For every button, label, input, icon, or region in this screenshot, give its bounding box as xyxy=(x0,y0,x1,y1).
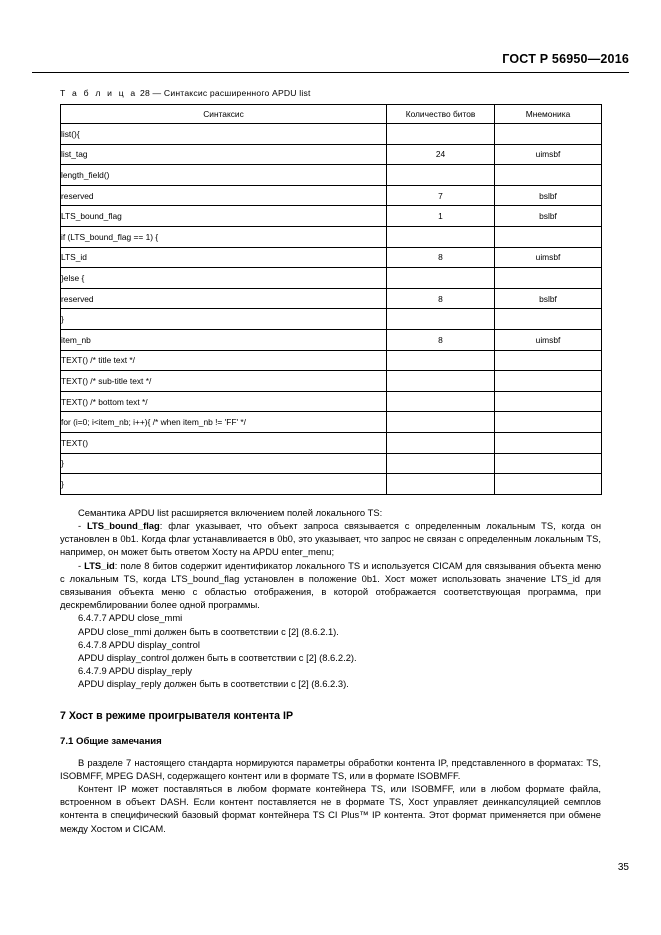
cell-mnemonic xyxy=(495,268,602,289)
cell-mnemonic xyxy=(495,165,602,186)
cell-bits xyxy=(387,226,495,247)
table-caption-rest: 28 — Синтаксис расширенного APDU list xyxy=(140,88,311,98)
table-row xyxy=(61,412,602,433)
header-divider xyxy=(32,72,629,73)
cell-bits xyxy=(387,432,495,453)
table-row xyxy=(61,391,602,412)
cell-bits xyxy=(387,474,495,495)
cell-syntax: list_tag xyxy=(61,144,387,165)
cell-bits xyxy=(387,412,495,433)
table-caption xyxy=(60,88,601,98)
cell-mnemonic xyxy=(495,309,602,330)
table-row xyxy=(61,226,602,247)
cell-mnemonic xyxy=(495,391,602,412)
cell-bits xyxy=(387,350,495,371)
subsection-6-4-7-9-title: 6.4.7.9 APDU display_reply xyxy=(78,665,193,677)
cell-syntax: reserved xyxy=(61,185,387,206)
cell-bits xyxy=(387,371,495,392)
cell-syntax: }else { xyxy=(61,268,387,289)
table-caption-prefix: Т а б л и ц а xyxy=(60,88,138,98)
apdu-list-syntax-table xyxy=(60,104,602,495)
cell-bits: 8 xyxy=(387,329,495,350)
subsection-6-4-7-7-text: APDU close_mmi должен быть в соответствии с [2] (8.6.2.1). xyxy=(78,625,339,637)
table-row xyxy=(61,474,602,495)
dash-marker: - xyxy=(78,519,87,531)
cell-bits: 8 xyxy=(387,247,495,268)
cell-mnemonic: bslbf xyxy=(495,185,602,206)
section-heading-7: 7 Хост в режиме проигрывателя контента IP xyxy=(60,709,294,722)
paragraph-ip-container: Контент IP может поставляться в любом формате контейнера TS, или ISOBMFF, или в любом формате файла, встроенном в объект DASH. Если контент поставляется не в формате TS, Хост управляет деинкапсуляцией семплов контента в специфический базовый формат контейнера TS CI Plus™ IP контента. Этот формат применяется при обмене между Хостом и CICAM. xyxy=(60,782,601,834)
table-row xyxy=(61,185,602,206)
paragraph-ip-formats: В разделе 7 настоящего стандарта нормируются параметры обработки контента IP, представленного в форматах: TS, ISOBMFF, MPEG DASH, содержащего контент или в формате TS, или в формате ISOBMFF. xyxy=(60,756,601,781)
table-row xyxy=(61,432,602,453)
cell-syntax: TEXT() /* bottom text */ xyxy=(61,391,387,412)
cell-bits xyxy=(387,453,495,474)
cell-syntax: TEXT() /* sub-title text */ xyxy=(61,371,387,392)
subsection-6-4-7-9-text: APDU display_reply должен быть в соответствии с [2] (8.6.2.3). xyxy=(78,678,349,690)
cell-mnemonic xyxy=(495,350,602,371)
paragraph-semantics-intro: Семантика APDU list расширяется включением полей локального TS: xyxy=(78,506,383,518)
term-lts-id: LTS_id xyxy=(84,559,115,571)
cell-bits xyxy=(387,268,495,289)
cell-syntax: } xyxy=(61,474,387,495)
column-header-bits: Количество битов xyxy=(387,105,495,124)
semantics-section xyxy=(60,506,601,691)
definition-lts-bound-flag: : флаг указывает, что объект запроса связывается с определенным локальным TS, когда он установлен в 0b1. Когда флаг устанавливается в 0b0, это указывает, что запрос не связан с определенным локальным TS, например, он может быть ответом Хосту на APDU enter_menu; xyxy=(60,519,601,558)
table-row xyxy=(61,453,602,474)
page-content xyxy=(60,88,601,835)
cell-syntax: LTS_bound_flag xyxy=(61,206,387,227)
section-7-1-body xyxy=(60,756,601,835)
table-row xyxy=(61,206,602,227)
cell-syntax: TEXT() xyxy=(61,432,387,453)
cell-bits xyxy=(387,391,495,412)
term-lts-bound-flag: LTS_bound_flag xyxy=(87,519,160,531)
cell-mnemonic: bslbf xyxy=(495,206,602,227)
table-row xyxy=(61,144,602,165)
table-row xyxy=(61,268,602,289)
cell-bits xyxy=(387,309,495,330)
paragraph-lts-id xyxy=(60,559,601,612)
definition-lts-id: : поле 8 битов содержит идентификатор локального TS и используется CICAM для связывания объекта меню с локальным TS, когда LTS_bound_flag установлен в положение 0b1. Хост может использовать значение LTS_id для связывания объекта меню с областью отображения, в которой отображается соответствующая программа, при дескремблировании более одной программы. xyxy=(60,559,601,611)
cell-syntax: } xyxy=(61,453,387,474)
cell-mnemonic xyxy=(495,474,602,495)
cell-mnemonic: uimsbf xyxy=(495,247,602,268)
cell-mnemonic: bslbf xyxy=(495,288,602,309)
cell-syntax: reserved xyxy=(61,288,387,309)
subsection-6-4-7-7-title: 6.4.7.7 APDU close_mmi xyxy=(78,612,183,624)
table-row xyxy=(61,309,602,330)
cell-mnemonic xyxy=(495,412,602,433)
column-header-mnemonic: Мнемоника xyxy=(495,105,602,124)
table-row xyxy=(61,247,602,268)
dash-marker: - xyxy=(78,559,85,571)
cell-syntax: for (i=0; i<item_nb; i++){ /* when item_nb != 'FF' */ xyxy=(61,412,387,433)
table-row xyxy=(61,124,602,145)
cell-syntax: list(){ xyxy=(61,124,387,145)
column-header-syntax: Синтаксис xyxy=(61,105,387,124)
cell-mnemonic xyxy=(495,124,602,145)
subsection-6-4-7-8-title: 6.4.7.8 APDU display_control xyxy=(78,638,200,650)
cell-syntax: if (LTS_bound_flag == 1) { xyxy=(61,226,387,247)
cell-mnemonic xyxy=(495,371,602,392)
cell-mnemonic: uimsbf xyxy=(495,329,602,350)
cell-mnemonic xyxy=(495,453,602,474)
table-row xyxy=(61,371,602,392)
table-row xyxy=(61,288,602,309)
page-header-standard: ГОСТ Р 56950—2016 xyxy=(502,52,629,66)
page-number: 35 xyxy=(617,862,629,873)
section-heading-7-1: 7.1 Общие замечания xyxy=(60,735,162,747)
table-row xyxy=(61,350,602,371)
cell-bits: 7 xyxy=(387,185,495,206)
paragraph-lts-bound-flag xyxy=(60,519,601,559)
table-header-row xyxy=(61,105,602,124)
cell-mnemonic xyxy=(495,226,602,247)
cell-bits xyxy=(387,165,495,186)
cell-mnemonic xyxy=(495,432,602,453)
cell-syntax: length_field() xyxy=(61,165,387,186)
cell-bits: 8 xyxy=(387,288,495,309)
table-row xyxy=(61,329,602,350)
cell-syntax: item_nb xyxy=(61,329,387,350)
cell-syntax: } xyxy=(61,309,387,330)
cell-syntax: LTS_id xyxy=(61,247,387,268)
cell-bits: 24 xyxy=(387,144,495,165)
subsection-6-4-7-8-text: APDU display_control должен быть в соответствии с [2] (8.6.2.2). xyxy=(78,651,357,663)
cell-syntax: TEXT() /* title text */ xyxy=(61,350,387,371)
table-row xyxy=(61,165,602,186)
cell-bits xyxy=(387,124,495,145)
cell-mnemonic: uimsbf xyxy=(495,144,602,165)
cell-bits: 1 xyxy=(387,206,495,227)
